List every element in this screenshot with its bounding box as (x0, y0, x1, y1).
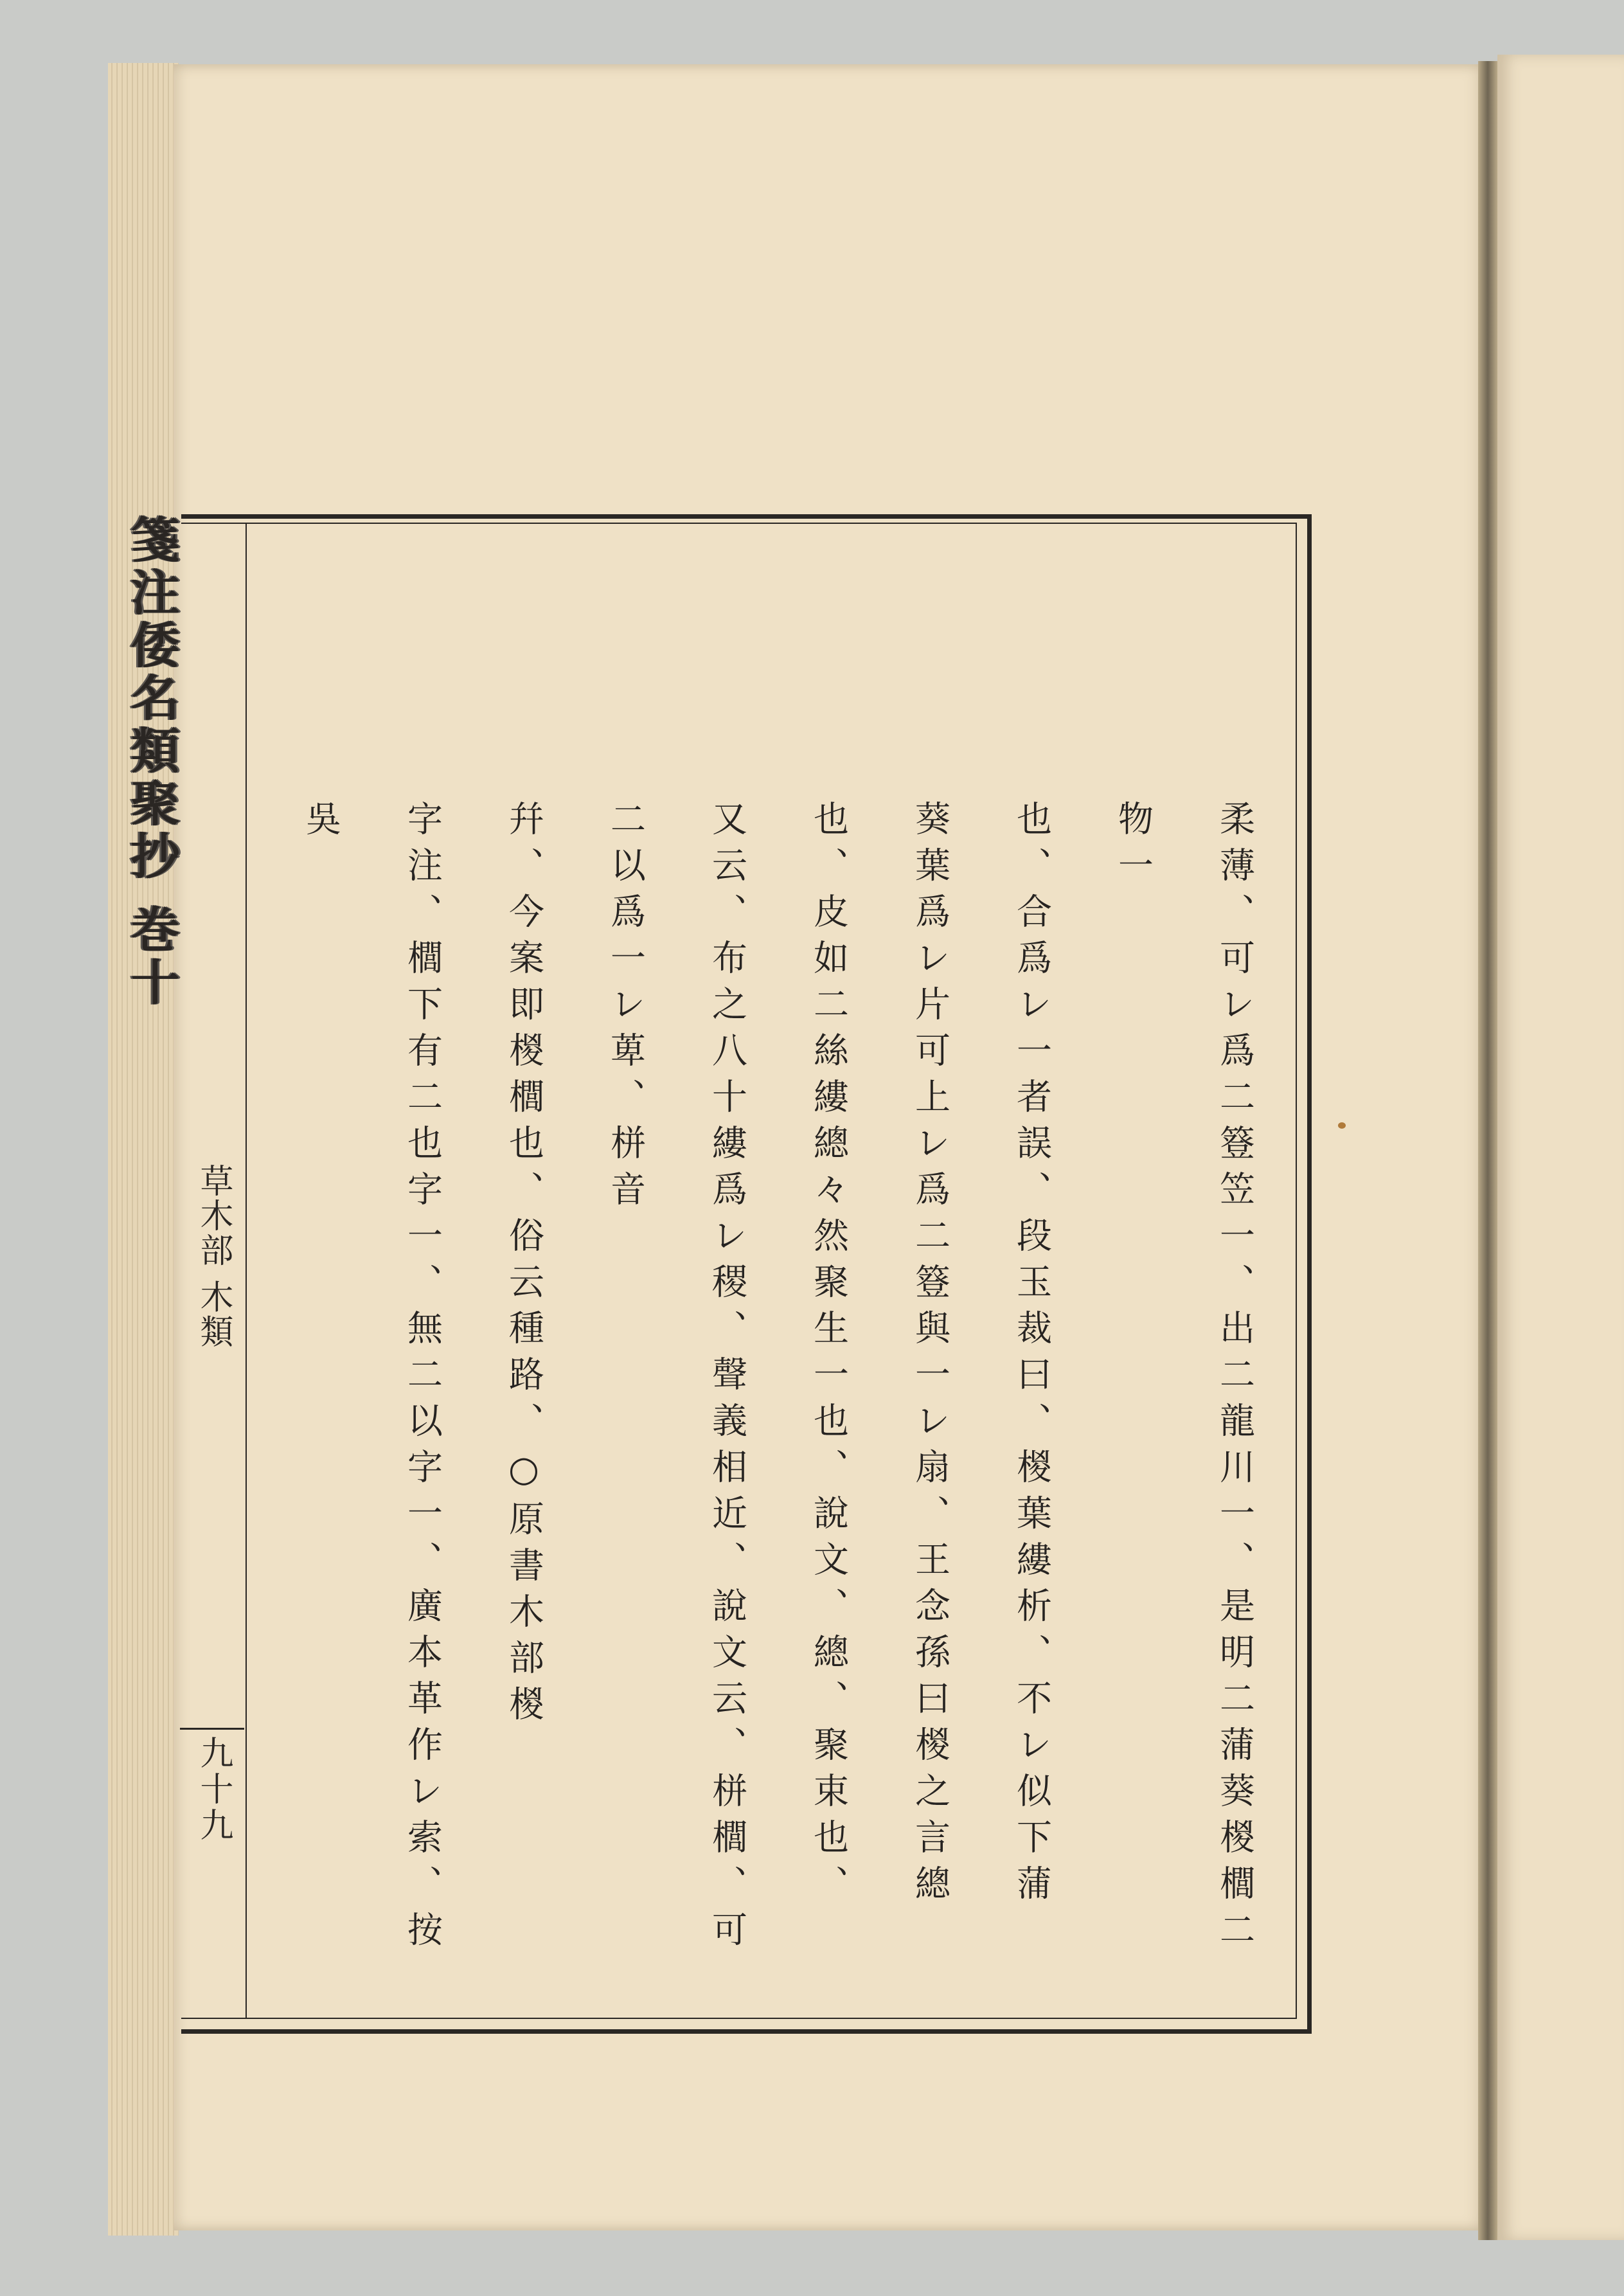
text-column (257, 800, 270, 2002)
facing-page-edge (1497, 55, 1624, 2240)
text-column: 葵葉爲レ片可上レ爲二簦與一レ扇、王念孫曰椶之言總 (909, 800, 950, 1911)
margin-book-title: 箋注倭名類聚抄 巻十 (123, 514, 180, 1010)
text-column: 柔薄、可レ爲二簦笠一、出二龍川一、是明二蒲葵椶櫚二物一 (1112, 800, 1255, 1957)
text-column: 又云、布之八十縷爲レ稷、聲義相近、說文云、栟櫚、可二以爲一レ萆、栟音 (605, 800, 747, 1957)
book-gutter (1478, 61, 1497, 2240)
folio-rule (180, 1728, 244, 1730)
text-column: 幷、今案即椶櫚也、俗云種路、○原書木部椶 (503, 800, 544, 1732)
text-column: 字注、櫚下有二也字一、無二以字一、廣本革作レ索、按吳 (300, 800, 443, 1957)
margin-separator-line (245, 523, 247, 2018)
text-column: 也、合爲レ一者誤、段玉裁曰、椶葉縷析、不レ似下蒲 (1011, 800, 1052, 1911)
page-edges (108, 63, 179, 2236)
page-number: 九十九 (194, 1735, 233, 1843)
margin-section-label: 草木部 木類 (194, 1163, 233, 1349)
ink-spot (1338, 1122, 1346, 1129)
main-text-block (257, 800, 1285, 2002)
text-column: 也、皮如二絲縷總々然聚生一也、說文、總、聚束也、 (808, 800, 849, 1911)
